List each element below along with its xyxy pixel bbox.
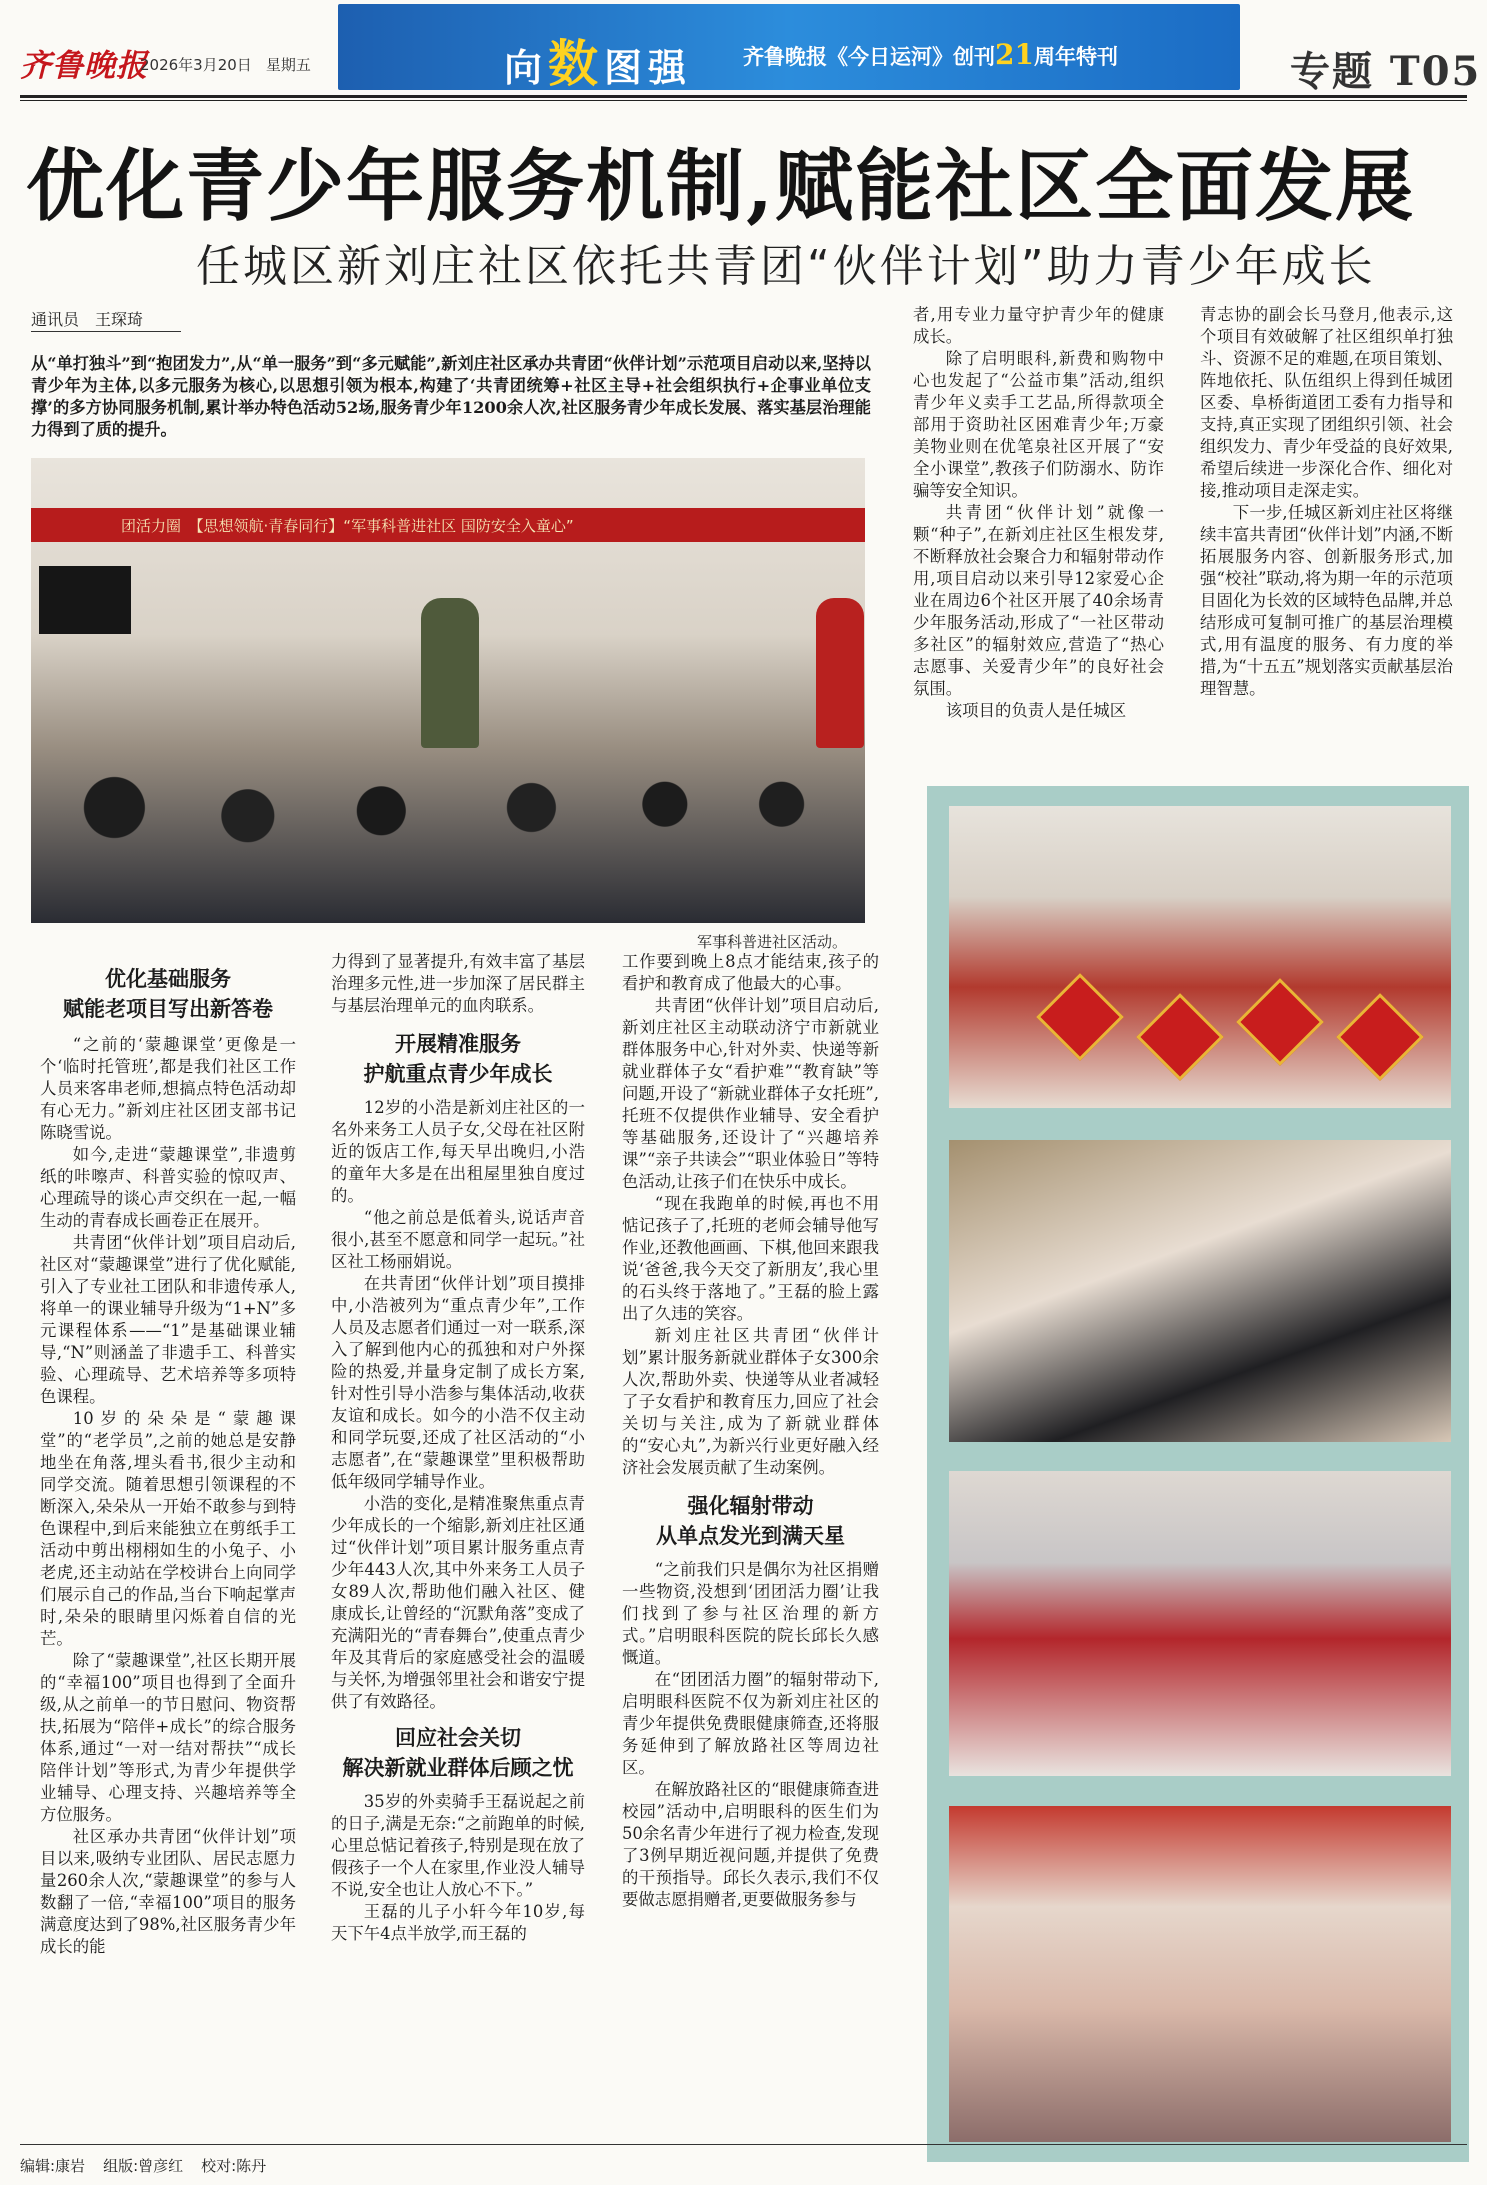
header-rule-thin (20, 100, 1467, 101)
section-title: 开展精准服务 (395, 1031, 521, 1056)
fu-decoration (1336, 993, 1424, 1081)
tv-screen (39, 566, 131, 634)
paragraph: “现在我跑单的时候,再也不用惦记孩子了,托班的老师会辅导他写作业,还教他画画、下棋,他回来跟我说‘爸爸,我今天交了新朋友’,我心里的石头终于落地了。”王磊的脸上露出了久违的笑容。 (622, 1194, 879, 1323)
paragraph: 10岁的朵朵是“蒙趣课堂”的“老学员”,之前的她总是安静地坐在角落,埋头看书,很少主动和同学交流。随着思想引领课程的不断深入,朵朵从一开始不敢参与到特色课程中,到后来能独立在剪纸手工活动中剪出栩栩如生的小兔子、小老虎,还主动站在学校讲台上向同学们展示自己的作品,当台下响起掌声时,朵朵的眼睛里闪烁着自信的光芒。 (40, 1409, 296, 1648)
issue-weekday: 星期五 (265, 56, 311, 74)
photo-children-fu-papercut (949, 806, 1451, 1108)
section-title: 优化基础服务 (105, 966, 231, 991)
paragraph: “之前的‘蒙趣课堂’更像是一个‘临时托管班’,都是我们社区工作人员来客串老师,想搞点特色活动却有心无力。”新刘庄社区团支部书记陈晓雪说。 (40, 1035, 296, 1142)
photo-papercut-activity (949, 1471, 1451, 1776)
proof-credit: 校对:陈丹 (201, 2157, 267, 2175)
paragraph: 该项目的负责人是任城区 (945, 701, 1127, 720)
column-3 (622, 951, 879, 1911)
main-photo-caption: 军事科普进社区活动。 (697, 933, 848, 951)
credits-footer (20, 2155, 284, 2176)
issue-date: 2026年3月20日 (140, 56, 252, 74)
section-subtitle: 解决新就业群体后顾之忧 (342, 1755, 574, 1780)
paragraph: 共青团“伙伴计划”就像一颗“种子”,在新刘庄社区生根发芽,不断释放社会聚合力和辐射带动作用,项目启动以来引导12家爱心企业在周边6个社区开展了40余场青少年服务活动,形成了“一社区带动多社区”的辐射效应,营造了“热心志愿事、关爱青少年”的良好社会氛围。 (913, 503, 1164, 698)
paragraph: 如今,走进“蒙趣课堂”,非遗剪纸的咔嚓声、科普实验的惊叹声、心理疏导的谈心声交织在一起,一幅生动的青春成长画卷正在展开。 (40, 1145, 296, 1230)
lead-paragraph: 从“单打独斗”到“抱团发力”,从“单一服务”到“多元赋能”,新刘庄社区承办共青团“伙伴计划”示范项目启动以来,坚持以青少年为主体,以多元服务为核心,以思想引领为根本,构建了‘共青团统筹+社区主导+社会组织执行+企事业单位支撑’的多方协同服务机制,累计举办特色活动52场,服务青少年1200余人次,社区服务青少年成长发展、落实基层治理能力得到了质的提升。 (31, 354, 871, 439)
volunteer-figure (816, 598, 864, 748)
paragraph: 小浩的变化,是精准聚焦重点青少年成长的一个缩影,新刘庄社区通过“伙伴计划”项目累计服务重点青少年443人次,其中外来务工人员子女89人次,帮助他们融入社区、健康成长,让曾经的“沉默角落”变成了充满阳光的“青春舞台”,使重点青少年及其背后的家庭感受社会的温暖与关怀,为增强邻里社会和谐安宁提供了有效路径。 (331, 1494, 585, 1711)
paragraph: 者,用专业力量守护青少年的健康成长。 (913, 305, 1164, 346)
section-subtitle: 赋能老项目写出新答卷 (63, 996, 273, 1021)
fu-decoration (1236, 978, 1324, 1066)
subheadline: 任城区新刘庄社区依托共青团“伙伴计划”助力青少年成长 (196, 241, 1376, 292)
main-photo-military-science (31, 458, 865, 923)
top-column-2 (1200, 304, 1453, 700)
paragraph: 社区承办共青团“伙伴计划”项目以来,吸纳专业团队、居民志愿力量260余人次,“蒙趣课堂”的参与人数翻了一倍,“幸福100”项目的服务满意度达到了98%,社区服务青少年成长的能 (40, 1827, 296, 1956)
dateline (140, 54, 325, 75)
paragraph: 在“团团活力圈”的辐射带动下,启明眼科医院不仅为新刘庄社区的青少年提供免费眼健康筛查,还将服务延伸到了解放路社区等周边社区。 (622, 1670, 879, 1777)
fu-decoration (1136, 993, 1224, 1081)
photo-banner-text: 团活力圈 【思想领航·青春同行】“军事科普进社区 国防安全入童心” (121, 517, 574, 535)
page-label: 专题 T05 (1290, 48, 1482, 95)
paragraph: 在共青团“伙伴计划”项目摸排中,小浩被列为“重点青少年”,工作人员及志愿者们通过一对一联系,深入了解到他内心的孤独和对户外探险的热爱,并量身定制了成长方案,针对性引导小浩参与集体活动,收获友谊和成长。如今的小浩不仅主动和同学玩耍,还成了社区活动的“小志愿者”,在“蒙趣课堂”里积极帮助低年级同学辅导作业。 (331, 1274, 585, 1491)
paragraph: 12岁的小浩是新刘庄社区的一名外来务工人员子女,父母在社区附近的饭店工作,每天早出晚归,小浩的童年大多是在出租屋里独自度过的。 (331, 1098, 585, 1205)
paragraph: 王磊的儿子小轩今年10岁,每天下午4点半放学,而王磊的 (331, 1902, 585, 1943)
paragraph: “之前我们只是偶尔为社区捐赠一些物资,没想到‘团团活力圈’让我们找到了参与社区治理的新方式。”启明眼科医院的院长邱长久感慨道。 (622, 1560, 879, 1667)
paragraph: 除了“蒙趣课堂”,社区长期开展的“幸福100”项目也得到了全面升级,从之前单一的节日慰问、物资帮扶,拓展为“陪伴+成长”的综合服务体系,通过“一对一结对帮扶”“成长陪伴计划”等形式,为青少年提供学业辅导、心理支持、兴趣培养等全方位服务。 (40, 1651, 296, 1824)
banner-subtitle: 齐鲁晚报《今日运河》创刊21周年特刊 (743, 38, 1118, 71)
section-subtitle: 护航重点青少年成长 (363, 1061, 553, 1086)
children-audience (31, 758, 865, 923)
fu-decoration (1036, 973, 1124, 1061)
paragraph: 共青团“伙伴计划”项目启动后,社区对“蒙趣课堂”进行了优化赋能,引入了专业社工团队和非遗传承人,将单一的课业辅导升级为“1+N”多元课程体系——“1”是基础课业辅导,“N”则涵盖了非遗手工、科普实验、心理疏导、艺术培养等多项特色课程。 (40, 1233, 296, 1406)
section-title: 回应社会关切 (395, 1725, 521, 1750)
paragraph: “他之前总是低着头,说话声音很小,甚至不愿意和同学一起玩。”社区社工杨丽娟说。 (331, 1208, 585, 1271)
editor-credit: 编辑:康岩 (20, 2157, 86, 2175)
footer-rule (20, 2144, 1467, 2145)
paragraph: 共青团“伙伴计划”项目启动后,新刘庄社区主动联动济宁市新就业群体服务中心,针对外卖、快递等新就业群体子女“看护难”“教育缺”等问题,开设了“新就业群体子女托班”,托班不仅提供作业辅导、安全看护等基础服务,还设计了“兴趣培养课”“亲子共读会”“职业体验日”等特色活动,让孩子们在快乐中成长。 (622, 996, 879, 1191)
headline: 优化青少年服务机制,赋能社区全面发展 (26, 141, 1416, 232)
photo-craft-class (949, 1806, 1451, 2142)
paragraph: 35岁的外卖骑手王磊说起之前的日子,满是无奈:“之前跑单的时候,心里总惦记着孩子,特别是现在放了假孩子一个人在家里,作业没人辅导不说,安全也让人放心不下。” (331, 1792, 585, 1899)
paragraph: 在解放路社区的“眼健康筛查进校园”活动中,启明眼科的医生们为50余名青少年进行了视力检查,发现了3例早期近视问题,并提供了免费的干预指导。邱长久表示,我们不仅要做志愿捐赠者,更要做服务参与 (622, 1780, 879, 1909)
section-subtitle: 从单点发光到满天星 (656, 1523, 845, 1548)
banner-title-highlight: 数 (548, 34, 605, 93)
column-1 (40, 964, 296, 1958)
header-rule (20, 95, 1467, 98)
paragraph: 新刘庄社区共青团“伙伴计划”累计服务新就业群体子女300余人次,帮助外卖、快递等从业者减轻了子女看护和教育压力,回应了社会关切与关注,成为了新就业群体的“安心丸”,为新兴行业更好融入经济社会发展贡献了生动案例。 (622, 1326, 879, 1477)
paragraph: 力得到了显著提升,有效丰富了基层治理多元性,进一步加深了居民群主与基层治理单元的血肉联系。 (331, 952, 585, 1015)
byline: 通讯员 王琛琦 (31, 310, 144, 329)
section-title: 强化辐射带动 (687, 1493, 814, 1518)
layout-credit: 组版:曾彦红 (103, 2157, 184, 2175)
soldier-figure (421, 598, 479, 748)
photo-chess-tutoring (949, 1140, 1451, 1442)
masthead-logo: 齐鲁晚报 (20, 48, 148, 84)
byline-rule (31, 331, 181, 332)
top-column-1 (913, 304, 1164, 722)
paragraph: 青志协的副会长马登月,他表示,这个项目有效破解了社区组织单打独斗、资源不足的难题,在项目策划、阵地依托、队伍组织上得到任城团区委、阜桥街道团工委有力指导和支持,真正实现了团组织引领、社会组织发力、青少年受益的良好效果,希望后续进一步深化合作、细化对接,推动项目走深走实。 (1200, 305, 1453, 500)
column-2 (331, 951, 585, 1945)
banner-title: 向数图强 (504, 34, 693, 93)
paragraph: 下一步,任城区新刘庄社区将继续丰富共青团“伙伴计划”内涵,不断拓展服务内容、创新服务形式,加强“校社”联动,将为期一年的示范项目固化为长效的区域特色品牌,并总结形成可复制可推广的基层治理模式,用有温度的服务、有力度的举措,为“十五五”规划落实贡献基层治理智慧。 (1200, 503, 1453, 698)
paragraph: 除了启明眼科,新费和购物中心也发起了“公益市集”活动,组织青少年义卖手工艺品,所得款项全部用于资助社区困难青少年;万豪美物业则在优笔泉社区开展了“安全小课堂”,教孩子们防溺水、防诈骗等安全知识。 (913, 349, 1164, 500)
anniversary-number: 21 (995, 38, 1034, 71)
paragraph: 工作要到晚上8点才能结束,孩子的看护和教育成了他最大的心事。 (622, 952, 879, 993)
